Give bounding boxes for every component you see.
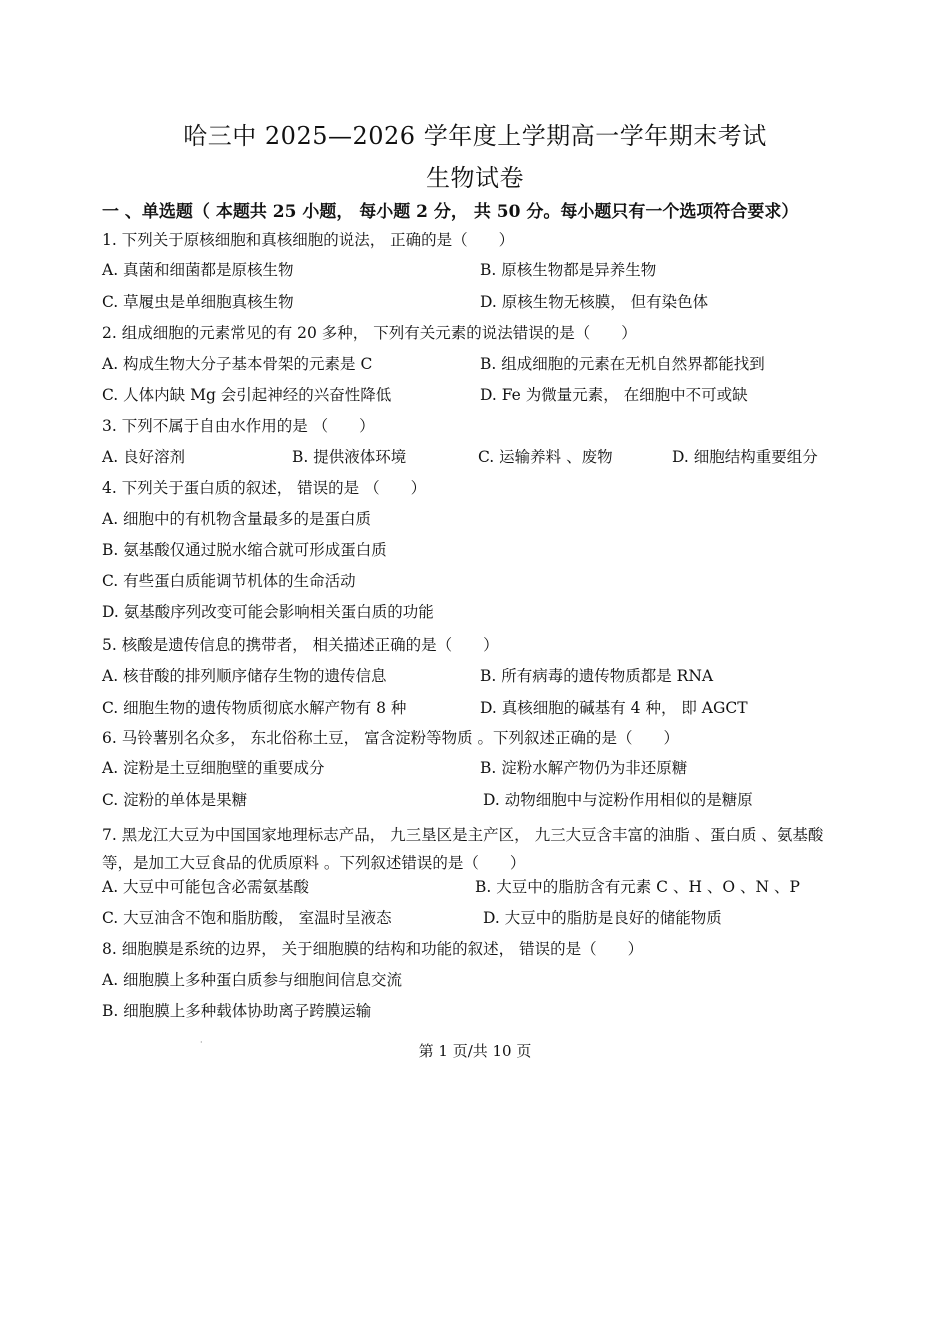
- option-a: A. 良好溶剂: [102, 448, 186, 466]
- option-d: D. 原核生物无核膜， 但有染色体: [480, 293, 709, 311]
- option-c: C. 草履虫是单细胞真核生物: [102, 293, 294, 311]
- option-d: D. 大豆中的脂肪是良好的储能物质: [483, 909, 722, 927]
- question-stem: 2. 组成细胞的元素常见的有 20 多种， 下列有关元素的说法错误的是（ ）: [102, 324, 637, 342]
- exam-title: 哈三中 2025—2026 学年度上学期高一学年期末考试: [183, 122, 767, 150]
- option-c: C. 淀粉的单体是果糖: [102, 791, 248, 809]
- option-a: A. 细胞中的有机物含量最多的是蛋白质: [102, 510, 372, 528]
- stray-mark: ·: [200, 1038, 203, 1047]
- question-stem: 4. 下列关于蛋白质的叙述， 错误的是 （ ）: [102, 479, 427, 497]
- exam-subtitle: 生物试卷: [426, 164, 524, 192]
- option-a: A. 构成生物大分子基本骨架的元素是 C: [102, 355, 373, 373]
- question-stem: 6. 马铃薯别名众多， 东北俗称土豆， 富含淀粉等物质 。下列叙述正确的是（ ）: [102, 729, 679, 747]
- question-stem: 1. 下列关于原核细胞和真核细胞的说法， 正确的是（ ）: [102, 231, 515, 249]
- option-b: B. 组成细胞的元素在无机自然界都能找到: [480, 355, 765, 373]
- option-a: A. 真菌和细菌都是原核生物: [102, 261, 294, 279]
- option-c: C. 有些蛋白质能调节机体的生命活动: [102, 572, 356, 590]
- option-b: B. 氨基酸仅通过脱水缩合就可形成蛋白质: [102, 541, 387, 559]
- option-b: B. 所有病毒的遗传物质都是 RNA: [480, 667, 714, 685]
- option-a: A. 大豆中可能包含必需氨基酸: [102, 878, 310, 896]
- section-heading: 一 、单选题（ 本题共 25 小题， 每小题 2 分， 共 50 分。每小题只有一个选项符合要求）: [102, 202, 799, 222]
- question-stem-line-1: 7. 黑龙江大豆为中国国家地理标志产品， 九三垦区是主产区， 九三大豆含丰富的油脂 、蛋白质 、氨基酸: [102, 826, 824, 844]
- option-d: D. 氨基酸序列改变可能会影响相关蛋白质的功能: [102, 603, 434, 621]
- option-a: A. 核苷酸的排列顺序储存生物的遗传信息: [102, 667, 387, 685]
- option-d: D. 动物细胞中与淀粉作用相似的是糖原: [483, 791, 753, 809]
- question-stem: 3. 下列不属于自由水作用的是 （ ）: [102, 417, 375, 435]
- question-stem: 5. 核酸是遗传信息的携带者， 相关描述正确的是（ ）: [102, 636, 499, 654]
- option-c: C. 运输养料 、废物: [478, 448, 613, 466]
- option-b: B. 提供液体环境: [292, 448, 407, 466]
- question-stem-line-2: 等，是加工大豆食品的优质原料 。下列叙述错误的是（ ）: [102, 854, 526, 872]
- option-b: B. 淀粉水解产物仍为非还原糖: [480, 759, 688, 777]
- option-c: C. 大豆油含不饱和脂肪酸， 室温时呈液态: [102, 909, 392, 927]
- option-c: C. 人体内缺 Mg 会引起神经的兴奋性降低: [102, 386, 392, 404]
- option-b: B. 大豆中的脂肪含有元素 C 、H 、O 、N 、P: [475, 878, 800, 896]
- option-d: D. 真核细胞的碱基有 4 种， 即 AGCT: [480, 699, 748, 717]
- option-c: C. 细胞生物的遗传物质彻底水解产物有 8 种: [102, 699, 407, 717]
- option-d: D. 细胞结构重要组分: [672, 448, 818, 466]
- question-stem: 8. 细胞膜是系统的边界， 关于细胞膜的结构和功能的叙述， 错误的是（ ）: [102, 940, 644, 958]
- option-a: A. 淀粉是土豆细胞壁的重要成分: [102, 759, 325, 777]
- option-b: B. 原核生物都是异养生物: [480, 261, 657, 279]
- option-a: A. 细胞膜上多种蛋白质参与细胞间信息交流: [102, 971, 403, 989]
- option-b: B. 细胞膜上多种载体协助离子跨膜运输: [102, 1002, 372, 1020]
- page-footer: 第 1 页/共 10 页: [418, 1042, 532, 1060]
- option-d: D. Fe 为微量元素， 在细胞中不可或缺: [480, 386, 748, 404]
